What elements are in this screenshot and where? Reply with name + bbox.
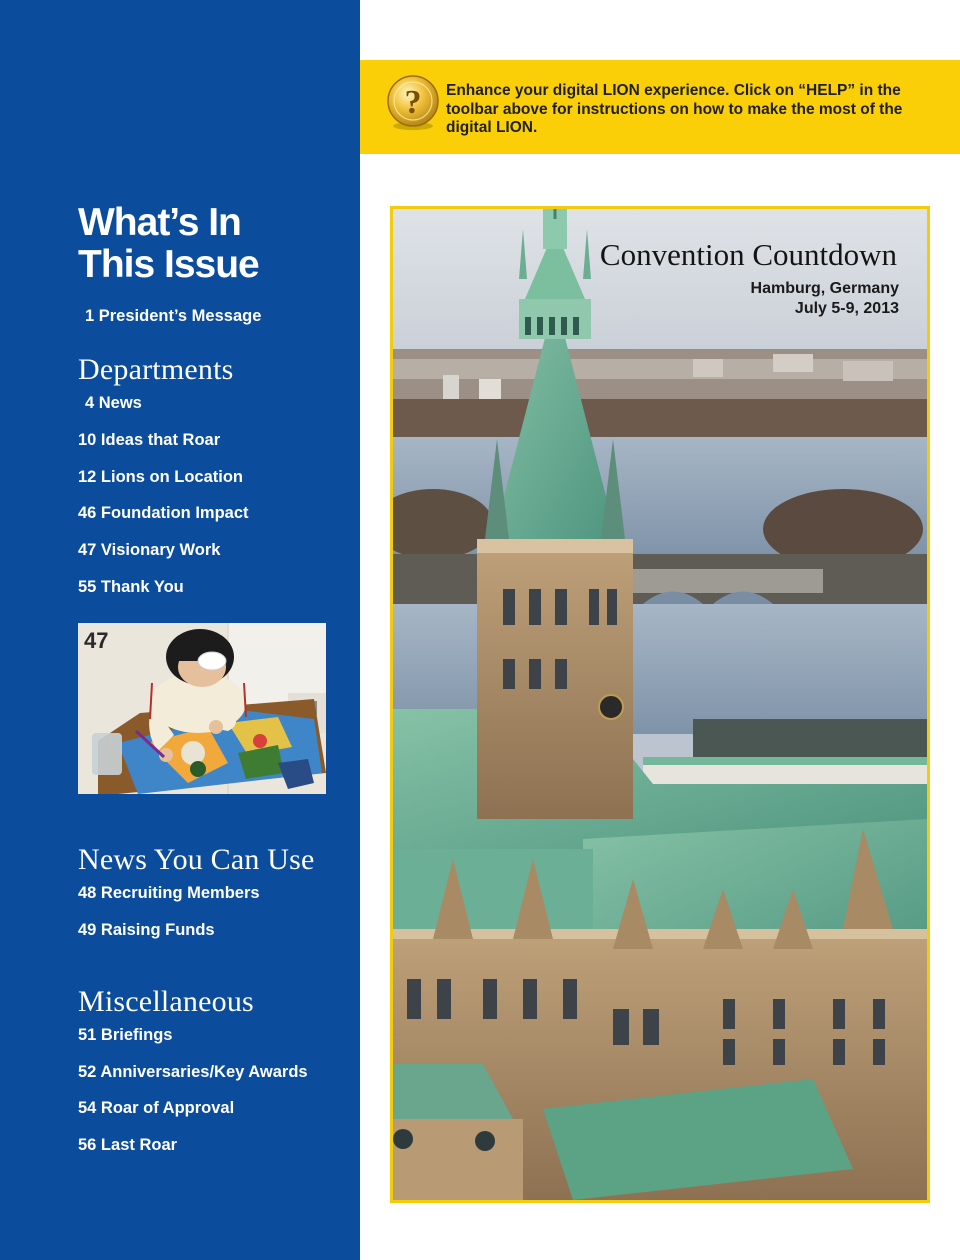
page-title-line-1: What’s In: [78, 201, 241, 244]
toc-item-last-roar[interactable]: 56 Last Roar: [78, 1136, 178, 1154]
toc-item-roar-of-approval[interactable]: 54 Roar of Approval: [78, 1099, 235, 1117]
section-heading-miscellaneous: Miscellaneous: [78, 985, 254, 1018]
help-banner-text: Enhance your digital LION experience. Click on “HELP” in the toolbar above for instructions on how to make the most of the digital LION.: [446, 82, 903, 136]
toc-item-news[interactable]: 4 News: [85, 394, 142, 412]
toc-item-thank-you[interactable]: 55 Thank You: [78, 578, 184, 596]
question-mark-icon[interactable]: [386, 74, 440, 132]
toc-item-foundation-impact[interactable]: 46 Foundation Impact: [78, 504, 249, 522]
toc-item-ideas-that-roar[interactable]: 10 Ideas that Roar: [78, 431, 221, 449]
toc-item-visionary-work[interactable]: 47 Visionary Work: [78, 541, 221, 559]
convention-feature-photo[interactable]: [390, 206, 930, 1203]
toc-item-recruiting-members[interactable]: 48 Recruiting Members: [78, 884, 260, 902]
page-title: [78, 202, 348, 286]
toc-item-presidents-message[interactable]: 1 President’s Message: [85, 307, 262, 325]
child-painting-illustration: [78, 623, 326, 794]
section-heading-news-you-can-use: News You Can Use: [78, 843, 315, 876]
section-heading-departments: Departments: [78, 353, 234, 386]
feature-dates: July 5-9, 2013: [794, 300, 899, 317]
toc-item-lions-on-location[interactable]: 12 Lions on Location: [78, 468, 244, 486]
page-title-line-2: This Issue: [78, 243, 259, 286]
visionary-work-photo[interactable]: [78, 623, 326, 794]
hamburg-city-hall-illustration: [393, 209, 927, 1200]
feature-title: Convention Countdown: [599, 237, 897, 272]
photo-page-number: 47: [84, 628, 109, 653]
contents-sidebar: [0, 0, 360, 1260]
svg-text:?: ?: [404, 84, 422, 121]
toc-item-raising-funds[interactable]: 49 Raising Funds: [78, 921, 215, 939]
feature-location: Hamburg, Germany: [750, 280, 899, 297]
toc-item-briefings[interactable]: 51 Briefings: [78, 1026, 173, 1044]
toc-item-anniversaries-key-awards[interactable]: 52 Anniversaries/Key Awards: [78, 1063, 308, 1081]
help-banner[interactable]: [360, 60, 960, 154]
